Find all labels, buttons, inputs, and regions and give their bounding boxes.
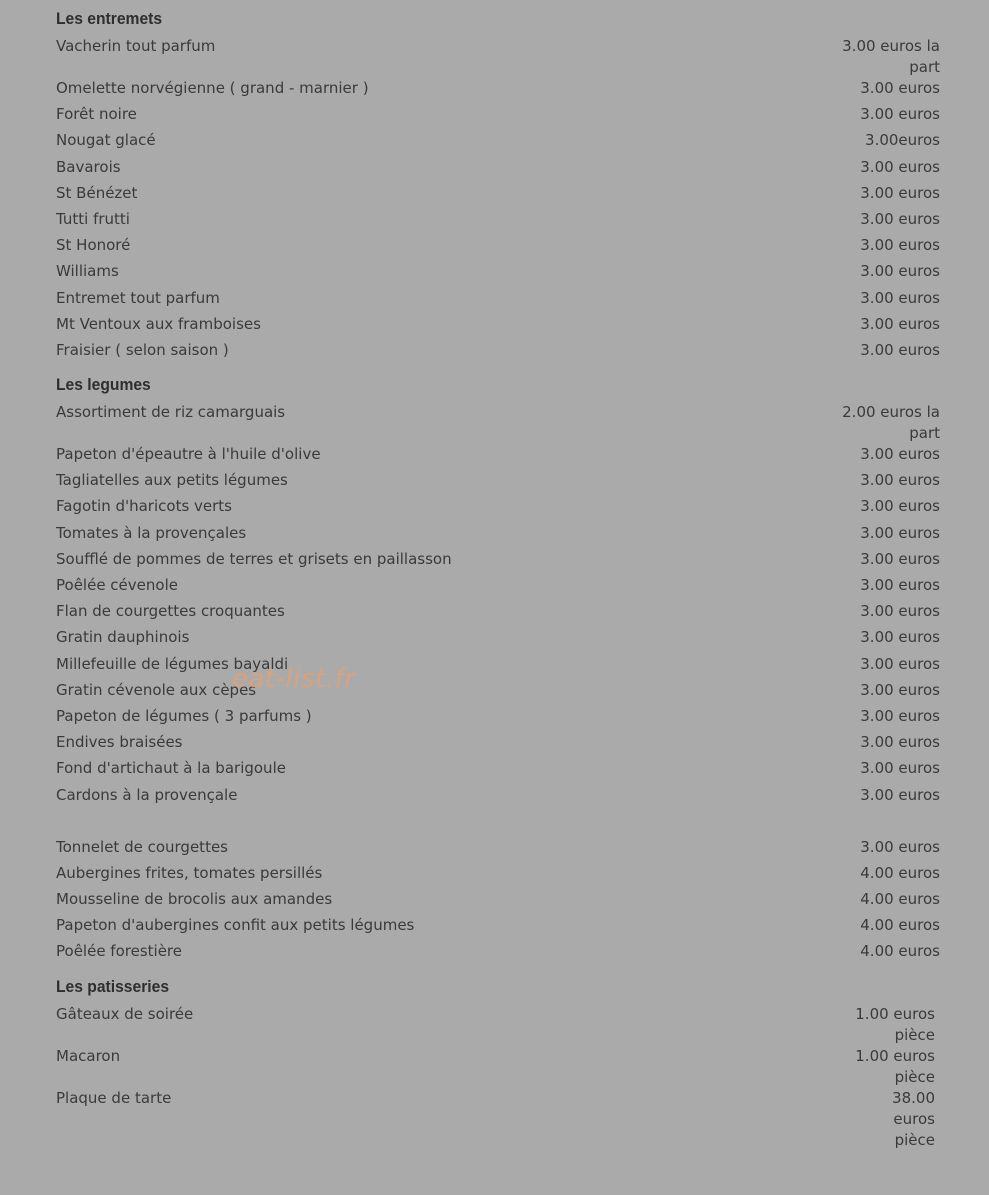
menu-item-row [56, 654, 940, 680]
item-price: 4.00 euros [860, 863, 940, 882]
item-price: 2.00 euros la part [842, 403, 940, 443]
item-name: Fond d'artichaut à la barigoule [56, 759, 286, 778]
item-name: Endives braisées [56, 733, 183, 752]
legumes-list [56, 402, 940, 811]
menu-item-row [56, 496, 940, 522]
item-name: Gratin dauphinois [56, 628, 190, 647]
menu-item-row [56, 785, 940, 811]
menu-document [56, 0, 940, 1151]
menu-item-row [56, 402, 940, 444]
patisseries-list [56, 1004, 940, 1151]
item-name: Tagliatelles aux petits légumes [56, 471, 288, 490]
menu-item-row [56, 837, 940, 863]
menu-item-row [56, 601, 940, 627]
item-price: 3.00 euros [860, 471, 940, 490]
menu-item-row [56, 863, 940, 889]
item-name: Flan de courgettes croquantes [56, 602, 285, 621]
menu-item-row [56, 575, 940, 601]
item-name: Poêlée cévenole [56, 576, 178, 594]
item-price: 3.00 euros [860, 105, 940, 124]
menu-item-row [56, 183, 940, 209]
item-price: 4.00 euros [860, 942, 940, 961]
menu-item-row [56, 915, 940, 941]
item-price: 3.00 euros [860, 759, 940, 778]
item-price: 3.00 euros [860, 288, 940, 307]
menu-item-row [56, 627, 940, 653]
menu-item-row [56, 732, 940, 758]
item-name: Assortiment de riz camarguais [56, 403, 286, 422]
item-name: Gratin cévenole aux cèpes [56, 680, 257, 699]
item-price: 3.00 euros [860, 209, 940, 228]
menu-item-row [56, 157, 940, 183]
item-name: Vacherin tout parfum [56, 37, 216, 55]
item-price: 38.00 euros pièce [892, 1088, 935, 1149]
menu-item-row [56, 680, 940, 706]
item-name: Papeton de légumes ( 3 parfums ) [56, 706, 312, 725]
menu-item-row [56, 444, 940, 470]
item-name: Forêt noire [56, 105, 137, 124]
menu-item-row [56, 235, 940, 261]
menu-item-row [56, 104, 940, 130]
menu-item-row [56, 209, 940, 235]
item-name: Tutti frutti [56, 209, 130, 228]
item-price: 3.00 euros [860, 785, 940, 804]
menu-item-row [56, 889, 940, 915]
item-name: Poêlée forestière [56, 942, 182, 961]
item-name: Bavarois [56, 157, 121, 176]
menu-item-row [56, 340, 940, 366]
menu-item-row [56, 1046, 940, 1088]
item-price: 3.00 euros [860, 340, 940, 359]
menu-item-row [56, 758, 940, 784]
item-price: 1.00 euros pièce [855, 1046, 935, 1086]
item-name: Entremet tout parfum [56, 288, 220, 307]
item-price: 3.00 euros [860, 79, 940, 97]
list-spacer [56, 811, 940, 837]
item-price: 3.00 euros [860, 183, 940, 202]
menu-item-row [56, 941, 940, 967]
item-price: 3.00 euros [860, 523, 940, 542]
item-name: Macaron [56, 1046, 121, 1065]
item-price: 3.00 euros [860, 549, 940, 568]
menu-item-row [56, 549, 940, 575]
menu-item-row [56, 78, 940, 104]
menu-item-row [56, 36, 940, 78]
item-name: Fraisier ( selon saison ) [56, 340, 229, 359]
item-price: 3.00 euros [860, 236, 940, 255]
item-name: Soufflé de pommes de terres et grisets en paillasson [56, 549, 452, 568]
item-price: 3.00 euros [860, 576, 940, 594]
item-name: St Honoré [56, 236, 131, 255]
section-title-patisseries: Les patisseries [56, 976, 170, 996]
item-name: St Bénézet [56, 183, 138, 202]
menu-item-row [56, 288, 940, 314]
item-name: Mousseline de brocolis aux amandes [56, 890, 333, 909]
section-title-legumes: Les legumes [56, 375, 151, 395]
item-price: 3.00 euros [860, 157, 940, 176]
item-price: 4.00 euros [860, 916, 940, 935]
item-name: Cardons à la provençale [56, 785, 238, 804]
item-name: Papeton d'aubergines confit aux petits légumes [56, 916, 415, 935]
item-name: Gâteaux de soirée [56, 1004, 194, 1023]
item-price: 3.00 euros [860, 628, 940, 647]
item-name: Fagotin d'haricots verts [56, 497, 233, 516]
menu-item-row [56, 130, 940, 156]
item-price: 3.00 euros [860, 445, 940, 464]
item-price: 3.00 euros [860, 497, 940, 516]
item-name: Tomates à la provençales [56, 523, 247, 542]
item-price: 3.00 euros [860, 837, 940, 856]
menu-item-row [56, 470, 940, 496]
item-price: 3.00 euros [860, 314, 940, 333]
item-price: 4.00 euros [860, 890, 940, 909]
item-name: Aubergines frites, tomates persillés [56, 863, 323, 882]
item-price: 3.00 euros [860, 680, 940, 699]
menu-item-row [56, 523, 940, 549]
item-price: 3.00 euros [860, 733, 940, 752]
legumes-list-continued [56, 837, 940, 968]
item-price: 3.00 euros [860, 654, 940, 673]
entremets-list [56, 36, 940, 366]
item-name: Plaque de tarte [56, 1088, 172, 1107]
item-name: Williams [56, 262, 119, 281]
item-price: 3.00 euros [860, 602, 940, 621]
menu-item-row [56, 706, 940, 732]
menu-item-row [56, 261, 940, 287]
item-name: Mt Ventoux aux framboises [56, 314, 261, 333]
item-price: 3.00 euros [860, 706, 940, 725]
item-price: 1.00 euros pièce [855, 1004, 935, 1044]
item-price: 3.00 euros [860, 262, 940, 281]
item-name: Papeton d'épeautre à l'huile d'olive [56, 445, 321, 464]
section-title-entremets: Les entremets [56, 9, 163, 28]
menu-item-row [56, 1004, 940, 1046]
item-name: Nougat glacé [56, 131, 156, 150]
watermark: eat-list.fr [232, 664, 356, 694]
item-name: Millefeuille de légumes bayaldi [56, 654, 289, 673]
item-price: 3.00 euros la part [842, 37, 940, 76]
menu-item-row [56, 314, 940, 340]
item-name: Omelette norvégienne ( grand - marnier ) [56, 79, 369, 97]
item-name: Tonnelet de courgettes [56, 837, 228, 856]
item-price: 3.00euros [865, 131, 940, 150]
menu-item-row [56, 1088, 940, 1151]
